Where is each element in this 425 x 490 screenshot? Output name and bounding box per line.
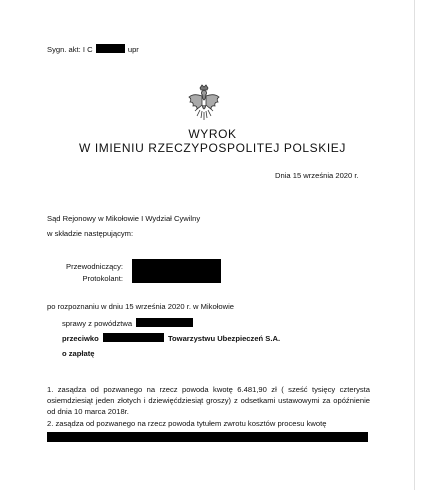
against-label: przeciwko (62, 334, 99, 343)
verdict-subtitle: W IMIENIU RZECZYPOSPOLITEJ POLSKIEJ (78, 141, 347, 155)
case-ref-suffix: upr (127, 45, 139, 54)
case-subject: o zapłatę (62, 349, 95, 358)
claimant-label: sprawy z powództwa (62, 319, 133, 328)
verdict-date: Dnia 15 września 2020 r. (275, 171, 359, 180)
ruling-item-2-redaction (47, 432, 368, 442)
chair-redaction (132, 259, 221, 271)
ruling-item-1: 1. zasądza od pozwanego na rzecz powoda kwotę 6.481,90 zł ( sześć tysięcy czterysta osiemdziesiąt jeden złotych i dziewięćdziesiąt groszy) z odsetkami ustawowymi za opóźnienie od dnia 10 marca 2018r. (47, 385, 370, 416)
page-edge (414, 0, 415, 490)
claimant-redaction (136, 318, 193, 327)
verdict-title: WYROK (188, 127, 237, 141)
clerk-redaction (132, 271, 221, 283)
clerk-label: Protokolant: (82, 274, 123, 283)
claimant-line (62, 318, 193, 329)
polish-eagle-emblem (186, 83, 222, 123)
proceedings-line: po rozpoznaniu w dniu 15 września 2020 r. w Mikołowie (47, 302, 234, 311)
court-name: Sąd Rejonowy w Mikołowie I Wydział Cywilny (47, 214, 201, 223)
redaction-box (96, 44, 125, 53)
defendant-line (62, 333, 280, 344)
ruling-item-2: 2. zasądza od pozwanego na rzecz powoda tytułem zwrotu kosztów procesu kwotę (47, 419, 327, 428)
court-composition: w składzie następującym: (47, 229, 134, 238)
defendant-name: Towarzystwu Ubezpieczeń S.A. (167, 334, 281, 343)
defendant-redaction (103, 333, 164, 342)
case-ref-prefix: Sygn. akt: I C (47, 45, 93, 54)
eagle-icon (186, 83, 222, 123)
case-reference (47, 44, 139, 55)
chair-label: Przewodniczący: (66, 262, 123, 271)
